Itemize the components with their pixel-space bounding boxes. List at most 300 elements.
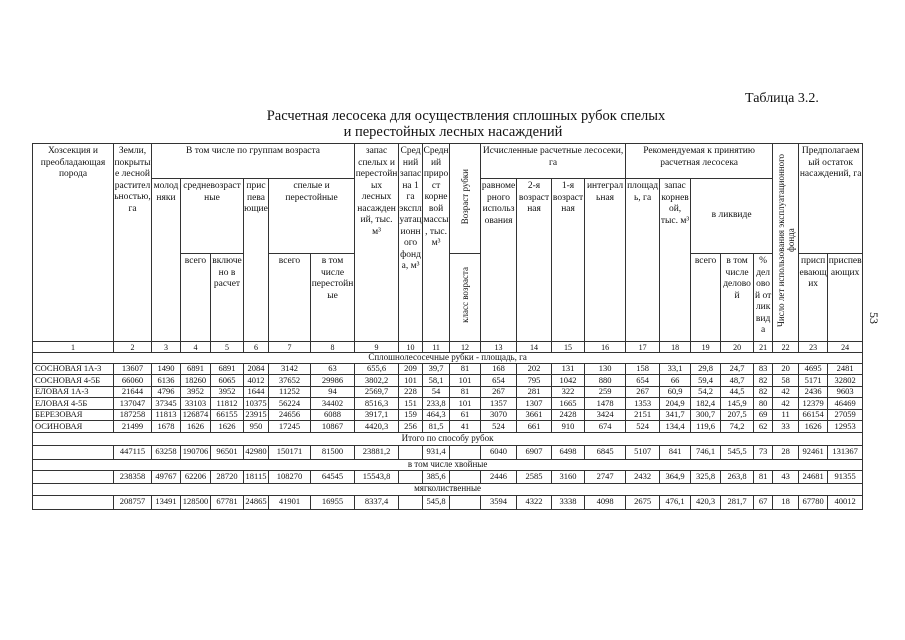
table-cell: 204,9 (660, 398, 691, 410)
table-cell: 322 (552, 386, 585, 398)
table-cell: 385,6 (423, 470, 450, 483)
table-cell: 48,7 (721, 375, 754, 387)
table-row (33, 398, 863, 410)
table-cell: 795 (517, 375, 552, 387)
column-number: 9 (355, 342, 399, 353)
header-recommended-cut: Рекомендуемая к принятию расчетная лесосека (626, 144, 773, 179)
table-cell: 2432 (626, 470, 660, 483)
header-premature: приспевающие (244, 179, 269, 342)
table-cell: 202 (517, 363, 552, 375)
header-liquid: в ликвиде (691, 179, 773, 254)
table-cell: 208757 (114, 495, 152, 509)
table-cell: 66060 (114, 375, 152, 387)
table-cell: 39,7 (423, 363, 450, 375)
table-cell: 12953 (828, 421, 863, 433)
table-cell: 238358 (114, 470, 152, 483)
table-cell: 28 (773, 445, 799, 459)
table-body (33, 353, 863, 510)
table-title-line1: Расчетная лесосека для осуществления сплошных рубок спелых (266, 108, 666, 124)
header-economic-section: Хозсекция и преобладающая порода (33, 144, 114, 342)
table-cell: 13491 (152, 495, 181, 509)
header-integral: интегральная (585, 179, 626, 342)
column-number: 21 (754, 342, 773, 353)
table-cell: 910 (552, 421, 585, 433)
table-cell: 27059 (828, 409, 863, 421)
header-expected-remainder: Предполагаемый остаток насаждений, га (799, 144, 863, 254)
table-cell: 24865 (244, 495, 269, 509)
table-title-line2: и перестойных лесных насаждений (343, 124, 563, 140)
table-cell: 6891 (181, 363, 211, 375)
header-overmature: в том числе перестойные (311, 254, 355, 342)
table-cell: 24,7 (721, 363, 754, 375)
table-cell: 11 (773, 409, 799, 421)
table-cell: 40012 (828, 495, 863, 509)
table-cell: 81 (754, 470, 773, 483)
table-cell: 37345 (152, 398, 181, 410)
table-cell: 21499 (114, 421, 152, 433)
table-cell: 11252 (269, 386, 311, 398)
table-cell: 37652 (269, 375, 311, 387)
table-cell: 341,7 (660, 409, 691, 421)
column-number: 1 (33, 342, 114, 353)
table-cell: 950 (244, 421, 269, 433)
table-cell: 33 (773, 421, 799, 433)
header-calculated-cuts: Исчисленные расчетные лесосеки, га (481, 144, 626, 179)
table-cell (399, 445, 423, 459)
table-cell (399, 470, 423, 483)
table-cell: 168 (481, 363, 517, 375)
table-cell: 2428 (552, 409, 585, 421)
row-label (33, 470, 114, 483)
table-row (33, 421, 863, 433)
section-row (33, 483, 863, 495)
row-label: ЕЛОВАЯ 1А-3 (33, 386, 114, 398)
table-cell: 80 (754, 398, 773, 410)
table-cell: 364,9 (660, 470, 691, 483)
column-number: 22 (773, 342, 799, 353)
table-cell: 13607 (114, 363, 152, 375)
table-cell: 931,4 (423, 445, 450, 459)
table-cell: 187258 (114, 409, 152, 421)
table-cell: 2436 (799, 386, 828, 398)
table-cell: 267 (481, 386, 517, 398)
column-number: 14 (517, 342, 552, 353)
table-cell: 130 (585, 363, 626, 375)
table-cell: 654 (626, 375, 660, 387)
table-cell: 60,9 (660, 386, 691, 398)
column-number: 11 (423, 342, 450, 353)
table-cell: 54 (423, 386, 450, 398)
table-cell: 233,8 (423, 398, 450, 410)
table-cell: 126874 (181, 409, 211, 421)
table-cell: 4796 (152, 386, 181, 398)
table-cell: 281,7 (721, 495, 754, 509)
table-cell: 1644 (244, 386, 269, 398)
header-business-percent: % деловой от ликвида (754, 254, 773, 342)
table-cell: 3070 (481, 409, 517, 421)
table-cell: 2481 (828, 363, 863, 375)
table-cell: 24681 (799, 470, 828, 483)
header-age-groups: В том числе по группам возраста (152, 144, 355, 179)
table-cell: 464,3 (423, 409, 450, 421)
table-cell: 96501 (211, 445, 244, 459)
table-cell: 18115 (244, 470, 269, 483)
table-cell: 151 (399, 398, 423, 410)
table-cell: 74,2 (721, 421, 754, 433)
table-cell (399, 495, 423, 509)
column-number: 16 (585, 342, 626, 353)
table-cell: 476,1 (660, 495, 691, 509)
table-cell: 3661 (517, 409, 552, 421)
table-cell: 56224 (269, 398, 311, 410)
table-cell: 8337,4 (355, 495, 399, 509)
header-second-age: 2-я возрастная (517, 179, 552, 342)
table-row (33, 386, 863, 398)
table-cell: 61 (450, 409, 481, 421)
table-cell: 841 (660, 445, 691, 459)
header-cutting-age (450, 144, 481, 254)
table-cell: 46469 (828, 398, 863, 410)
table-cell: 16955 (311, 495, 355, 509)
row-label: ЕЛОВАЯ 4-5Б (33, 398, 114, 410)
table-cell: 94 (311, 386, 355, 398)
table-cell: 32802 (828, 375, 863, 387)
table-cell: 3952 (211, 386, 244, 398)
header-even-use: равномерного использования (481, 179, 517, 342)
table-row (33, 445, 863, 459)
table-cell: 1307 (517, 398, 552, 410)
column-number: 7 (269, 342, 311, 353)
table-cell: 6845 (585, 445, 626, 459)
table-cell: 2084 (244, 363, 269, 375)
column-number: 20 (721, 342, 754, 353)
table-cell: 1490 (152, 363, 181, 375)
column-number: 2 (114, 342, 152, 353)
table-cell: 11812 (211, 398, 244, 410)
section-label: мягколиственные (33, 483, 863, 495)
column-number: 8 (311, 342, 355, 353)
section-label: в том числе хвойные (33, 459, 863, 470)
header-remainder-premature-1: приспевающих (799, 254, 828, 342)
table-cell: 23915 (245, 409, 267, 419)
header-area: площадь, га (626, 179, 660, 342)
table-cell: 41901 (269, 495, 311, 509)
header-middle-aged: средневозрастные (181, 179, 244, 254)
table-row (33, 495, 863, 509)
table-cell: 43 (773, 470, 799, 483)
table-cell: 4322 (517, 495, 552, 509)
table-cell: 263,8 (721, 470, 754, 483)
header-average-growth: Средний прирост корневой массы, тыс. м³ (423, 144, 450, 342)
column-number: 19 (691, 342, 721, 353)
table-cell: 42 (773, 398, 799, 410)
row-label (33, 495, 114, 509)
table-cell: 1626 (181, 421, 211, 433)
table-cell: 29,8 (691, 363, 721, 375)
table-cell: 59,4 (691, 375, 721, 387)
table-cell: 524 (481, 421, 517, 433)
table-cell: 259 (585, 386, 626, 398)
table-cell: 101 (399, 375, 423, 387)
table-cell: 9603 (828, 386, 863, 398)
table-cell: 62206 (181, 470, 211, 483)
table-cell: 880 (585, 375, 626, 387)
table-cell: 145,9 (721, 398, 754, 410)
table-cell: 67 (754, 495, 773, 509)
header-age-class-label: класс возраста (460, 267, 471, 324)
column-number: 23 (799, 342, 828, 353)
table-cell: 67781 (211, 495, 244, 509)
table-cell: 63258 (152, 445, 181, 459)
table-cell: 8516,3 (355, 398, 399, 410)
table-cell: 4695 (799, 363, 828, 375)
table-cell (450, 445, 481, 459)
table-cell (450, 470, 481, 483)
header-row-1 (33, 144, 863, 179)
table-cell: 134,4 (660, 421, 691, 433)
table-cell: 24656 (269, 409, 311, 421)
table-cell: 108270 (269, 470, 311, 483)
table-cell: 1357 (481, 398, 517, 410)
table-cell: 42980 (244, 445, 269, 459)
header-liquid-total: всего (691, 254, 721, 342)
page-number: 53 (867, 312, 881, 324)
table-cell: 5107 (626, 445, 660, 459)
table-cell: 209 (399, 363, 423, 375)
table-cell: 545,5 (721, 445, 754, 459)
table-cell: 10375 (245, 397, 267, 408)
section-label: Сплошнолесосечные рубки - площадь, га (33, 353, 863, 364)
table-cell: 6136 (152, 375, 181, 387)
table-cell: 4420,3 (355, 421, 399, 433)
table-cell: 4098 (585, 495, 626, 509)
table-cell: 1626 (211, 421, 244, 433)
table-cell: 158 (626, 363, 660, 375)
table-cell: 746,1 (691, 445, 721, 459)
table-cell: 6907 (517, 445, 552, 459)
column-number: 4 (181, 342, 211, 353)
table-cell: 655,6 (355, 363, 399, 375)
table-cell: 3917,1 (355, 409, 399, 421)
table-cell: 6891 (211, 363, 244, 375)
table-cell: 82 (754, 386, 773, 398)
header-cutting-age-label: Возраст рубки (460, 168, 471, 224)
header-middle-aged-total: всего (181, 254, 211, 342)
table-cell: 3802,2 (355, 375, 399, 387)
table-cell: 674 (585, 421, 626, 433)
table-cell: 69 (754, 409, 773, 421)
table-cell: 58 (773, 375, 799, 387)
table-cell: 33,1 (660, 363, 691, 375)
table-cell: 101 (450, 398, 481, 410)
table-cell: 2569,7 (355, 386, 399, 398)
table-cell: 2151 (626, 409, 660, 421)
table-cell: 3952 (181, 386, 211, 398)
header-forested-land: Земли, покрытые лесной растительностью, га (114, 144, 152, 342)
column-number: 10 (399, 342, 423, 353)
table-cell: 29986 (311, 375, 355, 387)
table-cell: 207,5 (721, 409, 754, 421)
table-row (33, 470, 863, 483)
row-label: СОСНОВАЯ 1А-3 (33, 363, 114, 375)
table-cell: 119,6 (691, 421, 721, 433)
table-cell: 92461 (799, 445, 828, 459)
table-cell: 81500 (311, 445, 355, 459)
column-number: 24 (828, 342, 863, 353)
column-number: 12 (450, 342, 481, 353)
table-cell: 42 (773, 386, 799, 398)
table-label: Таблица 3.2. (745, 91, 819, 106)
table-cell: 81 (450, 363, 481, 375)
table-cell: 18260 (181, 375, 211, 387)
row-label: ОСИНОВАЯ (33, 421, 114, 433)
table-cell: 3424 (585, 409, 626, 421)
table-cell: 73 (754, 445, 773, 459)
table-cell: 82 (754, 375, 773, 387)
table-cell: 190706 (181, 445, 211, 459)
table-cell: 1042 (552, 375, 585, 387)
section-row (33, 353, 863, 364)
table-cell: 66155 (211, 409, 244, 421)
table-cell: 1626 (799, 421, 828, 433)
table-cell: 64545 (311, 470, 355, 483)
table-cell: 654 (481, 375, 517, 387)
header-mature-stock: запас спелых и перестойных лесных насаждений, тыс. м³ (355, 144, 399, 342)
header-remainder-premature-2: приспевающих (828, 254, 863, 342)
table-cell: 137047 (114, 398, 152, 410)
table-cell: 54,2 (691, 386, 721, 398)
table-cell: 267 (626, 386, 660, 398)
table-cell: 1478 (585, 398, 626, 410)
header-mature-overmature: спелые и перестойные (269, 179, 355, 254)
table-cell: 159 (399, 409, 423, 421)
table-cell: 41 (450, 421, 481, 433)
table-cell: 12379 (799, 398, 828, 410)
table-cell: 33103 (181, 398, 211, 410)
table-cell: 545,8 (423, 495, 450, 509)
table-cell: 34402 (311, 398, 355, 410)
table-cell: 182,4 (691, 398, 721, 410)
header-first-age: 1-я возрастная (552, 179, 585, 342)
table-cell: 1665 (552, 398, 585, 410)
column-number: 5 (211, 342, 244, 353)
table-cell: 447115 (114, 445, 152, 459)
table-cell (450, 495, 481, 509)
table-cell: 91355 (828, 470, 863, 483)
header-years-of-use (773, 144, 799, 342)
column-numbers-row (33, 342, 863, 353)
table-cell: 1678 (152, 421, 181, 433)
table-cell: 58,1 (423, 375, 450, 387)
table-cell: 81,5 (423, 421, 450, 433)
table-cell: 3142 (269, 363, 311, 375)
table-cell: 67780 (799, 495, 828, 509)
table-cell: 2585 (517, 470, 552, 483)
column-number: 3 (152, 342, 181, 353)
table-cell: 2446 (481, 470, 517, 483)
table-cell: 17245 (269, 421, 311, 433)
header-root-stock: запас корневой, тыс. м³ (660, 179, 691, 342)
table-cell: 524 (626, 421, 660, 433)
table-cell: 15543,8 (355, 470, 399, 483)
table-cell: 20 (773, 363, 799, 375)
table-cell: 2747 (585, 470, 626, 483)
section-row (33, 432, 863, 445)
table-row (33, 409, 863, 421)
allowable-cut-table (32, 143, 863, 510)
header-mature-total: всего (269, 254, 311, 342)
table-cell: 256 (399, 421, 423, 433)
table-cell: 101 (450, 375, 481, 387)
table-cell: 6498 (552, 445, 585, 459)
header-young-stands: молодняки (152, 179, 181, 342)
header-years-of-use-label: Число лет использования эксплуатационного фонда (775, 153, 796, 327)
table-cell: 228 (399, 386, 423, 398)
table-cell: 28720 (211, 470, 244, 483)
table-cell: 62 (754, 421, 773, 433)
table-cell: 63 (311, 363, 355, 375)
section-label: Итого по способу рубок (33, 432, 863, 445)
table-cell: 150171 (269, 445, 311, 459)
column-number: 17 (626, 342, 660, 353)
table-cell: 10867 (311, 421, 355, 433)
table-cell: 21644 (114, 386, 152, 398)
header-average-stock: Средний запас на 1 га эксплуатационного фонда, м³ (399, 144, 423, 342)
table-cell: 11813 (152, 409, 181, 421)
column-number: 6 (244, 342, 269, 353)
table-cell: 66 (660, 375, 691, 387)
row-label: СОСНОВАЯ 4-5Б (33, 375, 114, 387)
column-number: 15 (552, 342, 585, 353)
table-cell: 6065 (211, 375, 244, 387)
table-cell: 18 (773, 495, 799, 509)
table-cell: 420,3 (691, 495, 721, 509)
header-middle-aged-included: включено в расчет (211, 254, 244, 342)
table-cell: 6088 (311, 409, 355, 421)
table-cell: 49767 (152, 470, 181, 483)
table-cell: 66154 (799, 409, 828, 421)
table-cell: 6040 (481, 445, 517, 459)
table-cell: 2675 (626, 495, 660, 509)
table-cell: 4012 (244, 375, 269, 387)
table-cell: 131 (552, 363, 585, 375)
table-cell: 131367 (828, 445, 863, 459)
table-cell: 44,5 (721, 386, 754, 398)
table-cell: 128500 (181, 495, 211, 509)
table-row (33, 375, 863, 387)
column-number: 18 (660, 342, 691, 353)
table-cell: 661 (517, 421, 552, 433)
header-liquid-business: в том числе деловой (721, 254, 754, 342)
table-cell: 83 (754, 363, 773, 375)
table-cell: 81 (450, 386, 481, 398)
table-cell: 5171 (799, 375, 828, 387)
column-number: 13 (481, 342, 517, 353)
section-row (33, 459, 863, 470)
table-cell: 1353 (626, 398, 660, 410)
table-cell: 3594 (481, 495, 517, 509)
table-cell: 281 (517, 386, 552, 398)
header-age-class (450, 254, 481, 342)
table-cell: 23881,2 (355, 445, 399, 459)
table-row (33, 363, 863, 375)
table-cell: 3160 (552, 470, 585, 483)
row-label: БЕРЕЗОВАЯ (33, 409, 114, 421)
table-cell: 3338 (552, 495, 585, 509)
table-cell: 300,7 (691, 409, 721, 421)
table-cell: 325,8 (691, 470, 721, 483)
row-label (33, 445, 114, 459)
